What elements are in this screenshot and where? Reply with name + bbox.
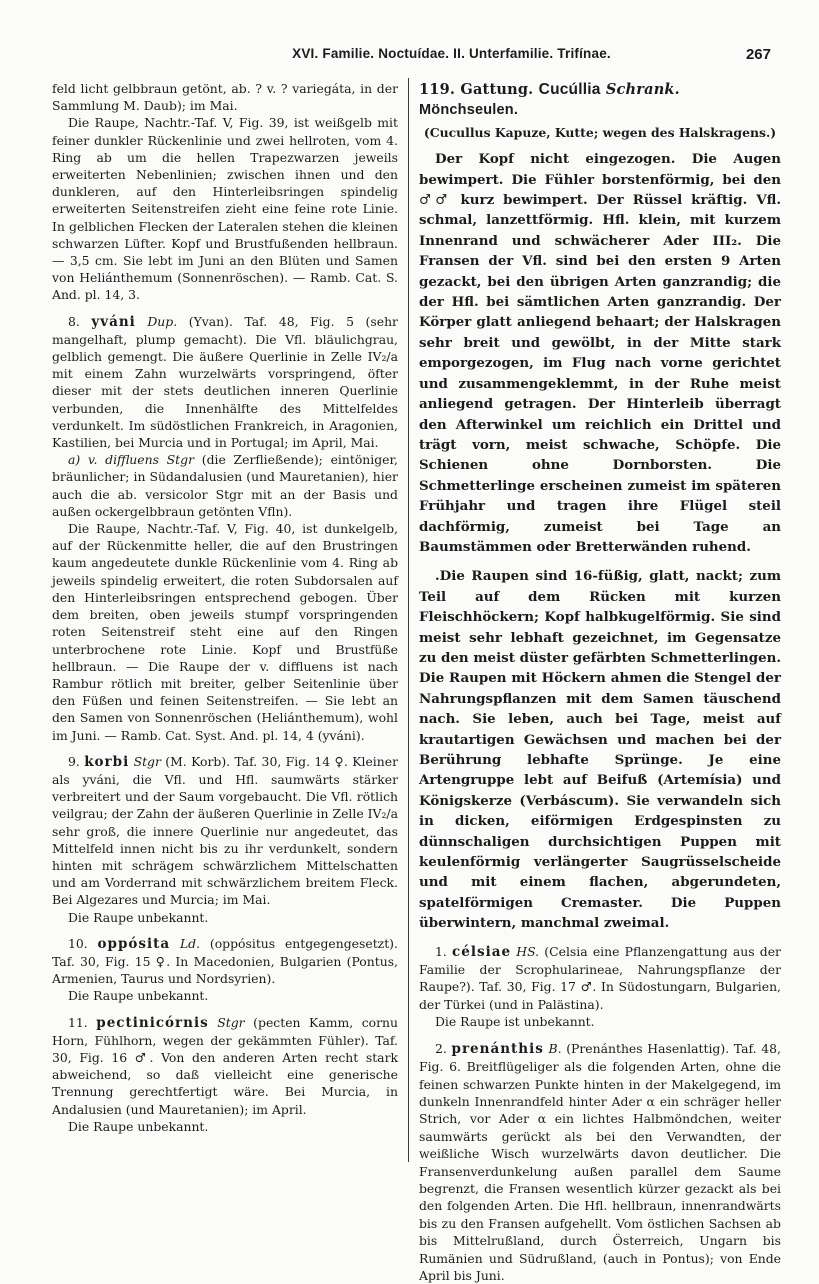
species-entry-opposita — [52, 935, 398, 988]
right-column — [419, 80, 781, 1284]
species-number: 1. — [435, 943, 447, 959]
species-author: B. — [548, 1040, 562, 1056]
paragraph-raupe-description: Die Raupe, Nachtr.-Taf. V, Fig. 39, ist weißgelb mit feiner dunkler Rückenlinie und zwei hellroten, vom 4. Ring ab um die hellen Trapezwarzen jeweils erweiterten Nebenlinien; zwischen ihnen und den dunkleren, auf den Hinterleibsringen spindelig erweiterten Seitenstreifen zieht eine feine rote Linie. In gelblichen Flecken der Lateralen stehen die kleinen schwarzen Lüfter. Kopf und Brustfußenden hellbraun. — 3,5 cm. Sie lebt im Juni an den Blüten und Samen von Heliánthemum (Sonnenröschen). — Ramb. Cat. S. And. pl. 14, 3. — [52, 115, 398, 303]
species-name: pectinicórnis — [96, 1014, 209, 1031]
species-author: Dup. — [147, 313, 178, 329]
genus-name: Cucúllia — [538, 81, 601, 98]
species-text: (Prenánthes Hasenlattig). Taf. 48, Fig. 6. Breitflügeliger als die folgenden Arten, ohne die feinen schwarzen Punkte hinten in der Makelgegend, im dunkeln Innenrandfeld hinter Ader α ein schräger heller Strich, vor Ader α ein lichtes Halbmöndchen, weiter saumwärts gerückt als bei den Verwandten, der weißliche Wisch wurzelwärts davon deutlicher. Die Fransenverdunkelung außen parallel dem Saume begrenzt, die Fransen wesentlich kürzer gezackt als bei den folgenden Arten. Die Hfl. hellbraun, innenrandwärts bis zu den Fransen aufgehellt. Vom östlichen Sachsen ab bis Mittelrußland, durch Österreich, Ungarn bis Rumänien und Südrußland, (auch in Pontus); von Ende April bis Juni. — [419, 1040, 781, 1283]
variety-lead: a) v. diffluens Stgr — [68, 452, 194, 468]
species-name: prenánthis — [451, 1040, 544, 1057]
species-number: 10. — [68, 935, 88, 951]
variety-entry-diffluens — [52, 451, 398, 520]
column-divider — [408, 78, 409, 1162]
left-column — [52, 80, 398, 1135]
genus-number: 119. Gattung. — [419, 81, 534, 98]
species-number: 9. — [68, 753, 80, 769]
paragraph-genus-description: Der Kopf nicht eingezogen. Die Augen bewimpert. Die Fühler borstenförmig, bei den ♂♂ kurz bewimpert. Der Rüssel kräftig. Vfl. schmal, lanzettförmig. Hfl. klein, mit kurzem Innenrand und schwächerer Ader III₂. Die Fransen der Vfl. sind bei den ersten 9 Arten gezackt, bei den übrigen Arten ganzrandig; die der Hfl. bei sämtlichen Arten ganzrandig. Der Körper glatt anliegend behaart; der Halskragen sehr breit und gewölbt, in der Mitte stark emporgezogen, im Flug nach vorne gerichtet und zusammengeklemmt, in der Ruhe meist anliegend getragen. Der Hinterleib überragt den Afterwinkel um reichlich ein Drittel und trägt vorn, meist schwache, Schöpfe. Die Schienen ohne Dornborsten. Die Schmetterlinge erscheinen zumeist im späteren Frühjahr und tragen ihre Flügel steil dachförmig, zumeist bei Tage an Baumstämmen oder Bretterwänden ruhend. — [419, 151, 781, 555]
species-author: Stgr — [217, 1014, 245, 1030]
variety-text: (die Zerfließende); eintöniger, bräunlicher; in Südandalusien (und Mauretanien), hier auch die ab. versicolor Stgr mit an der Basis und außen ockergelbbraun getönten Vfln). — [52, 452, 398, 519]
species-entry-yvani — [52, 313, 398, 452]
genus-author: Schrank. — [605, 81, 680, 98]
species-text: (Yvan). Taf. 48, Fig. 5 (sehr mangelhaft, plump gemacht). Die Vfl. bläulichgrau, gelblich gemengt. Die äußere Querlinie in Zelle IV₂/a mit einem Zahn wurzelwärts vorspringend, öfter dieser mit der stets deutlichen inneren Querlinie verbunden, die Innenhälfte des Mittelfeldes verdunkelt. Im südöstlichen Frankreich, in Aragonien, Kastilien, bei Murcia und in Portugal; im April, Mai. — [52, 313, 398, 451]
species-number: 8. — [68, 313, 80, 329]
species-author: HS. — [516, 943, 540, 959]
species-name: yváni — [91, 313, 136, 330]
running-header — [52, 46, 771, 66]
species-entry-pectinicornis — [52, 1014, 398, 1118]
species-number: 11. — [68, 1014, 88, 1030]
paragraph-raupe-yvani: Die Raupe, Nachtr.-Taf. V, Fig. 40, ist dunkelgelb, auf der Rückenmitte heller, die auf den Brustringen kaum angedeutete dunkle Rückenlinie vom 4. Ring ab jeweils spindelig erweitert, die roten Subdorsalen auf den Hinterleibsringen entsprechend gebogen. Über dem breiten, oben jeweils stumpf vorspringenden roten Seitenstreif steht eine auf den Ringen unterbrochene rote Linie. Kopf und Brustfüße hellbraun. — Die Raupe der v. diffluens ist nach Rambur rötlich mit breiter, gelber Seitenlinie über den Füßen und feinen Seitenstreifen. — Sie lebt an den Samen von Sonnenröschen (Heliánthemum), wohl im Juni. — Ramb. Cat. Syst. And. pl. 14, 4 (yváni). — [52, 521, 398, 743]
species-text: (Celsia eine Pflanzengattung aus der Familie der Scrophularineae, Nahrungspflanze der Raupe?). Taf. 30, Fig. 17 ♂. In Südostungarn, Bulgarien, der Türkei (und in Palästina). — [419, 943, 781, 1012]
species-text: (oppósitus entgegengesetzt). Taf. 30, Fig. 15 ♀. In Macedonien, Bulgarien (Pontus, Armenien, Taurus und Nordsyrien). — [52, 935, 398, 987]
header-title: XVI. Familie. Noctuídae. II. Unterfamilie. Trifínae. — [292, 46, 611, 61]
genus-heading — [419, 80, 781, 121]
species-name: célsiae — [452, 943, 512, 960]
species-author: Ld. — [179, 935, 201, 951]
species-name: oppósita — [97, 935, 171, 952]
paragraph-continuation: feld licht gelbbraun getönt, ab. ? v. ? variegáta, in der Sammlung M. Daub); im Mai. — [52, 81, 398, 114]
species-text: (M. Korb). Taf. 30, Fig. 14 ♀. Kleiner als yváni, die Vfl. und Hfl. saumwärts stärker verbreitert und der Saum vorgebaucht. Die Vfl. rötlich veilgrau; der Zahn der äußeren Querlinie in Zelle IV₂/a sehr groß, die innere Querlinie nur angedeutet, das Mittelfeld innen nicht bis zu ihr verdunkelt, sondern hinten mit schrägem schwärzlichem Mittelschatten und am Vorderrand mit schwärzlichem breitem Fleck. Bei Algezares und Murcia; im Mai. — [52, 753, 398, 908]
genus-vernacular: Mönchseulen. — [419, 102, 519, 119]
species-name: korbi — [84, 753, 130, 770]
species-entry-celsiae — [419, 943, 781, 1014]
species-author: Stgr — [133, 753, 161, 769]
raupe-unknown-note: Die Raupe ist unbekannt. — [435, 1014, 595, 1030]
species-entry-prenanthis — [419, 1040, 781, 1284]
paragraph-raupen-description: .Die Raupen sind 16-füßig, glatt, nackt; zum Teil auf dem Rücken mit kurzen Fleischhöckern; Kopf halbkugelförmig. Sie sind meist sehr lebhaft gezeichnet, im Gegensatze zu den meist düster gefärbten Schmetterlingen. Die Raupen mit Höckern ahmen die Stengel der Nahrungspflanzen mit dem Samen täuschend nach. Sie leben, auch bei Tage, meist auf krautartigen Gewächsen und machen bei der Berührung lebhafte Sprünge. Je eine Artengruppe lebt auf Beifuß (Artemísia) und Königskerze (Verbáscum). Sie verwandeln sich in dicken, eiförmigen Erdgespinsten zu dünnschaligen durchsichtigen Puppen mit keulenförmig verlängerter Saugrüsselscheide und mit einem flachen, abgerundeten, spatelförmigen Cremaster. Die Puppen überwintern, manchmal zweimal. — [419, 568, 781, 932]
species-text: (pecten Kamm, cornu Horn, Fühlhorn, wegen der gekämmten Fühler). Taf. 30, Fig. 16 ♂. Von den anderen Arten recht stark abweichend, so daß vielleicht eine generische Trennung gerechtfertigt wäre. Bei Murcia, in Andalusien (und Mauretanien); im April. — [52, 1014, 398, 1117]
page-number: 267 — [745, 46, 771, 63]
raupe-unknown-note: Die Raupe unbekannt. — [68, 1118, 209, 1134]
raupe-unknown-note: Die Raupe unbekannt. — [68, 988, 209, 1004]
species-number: 2. — [435, 1040, 447, 1056]
raupe-unknown-note: Die Raupe unbekannt. — [68, 909, 209, 925]
species-entry-korbi — [52, 753, 398, 909]
genus-etymology: (Cucullus Kapuze, Kutte; wegen des Halskragens.) — [423, 124, 777, 140]
